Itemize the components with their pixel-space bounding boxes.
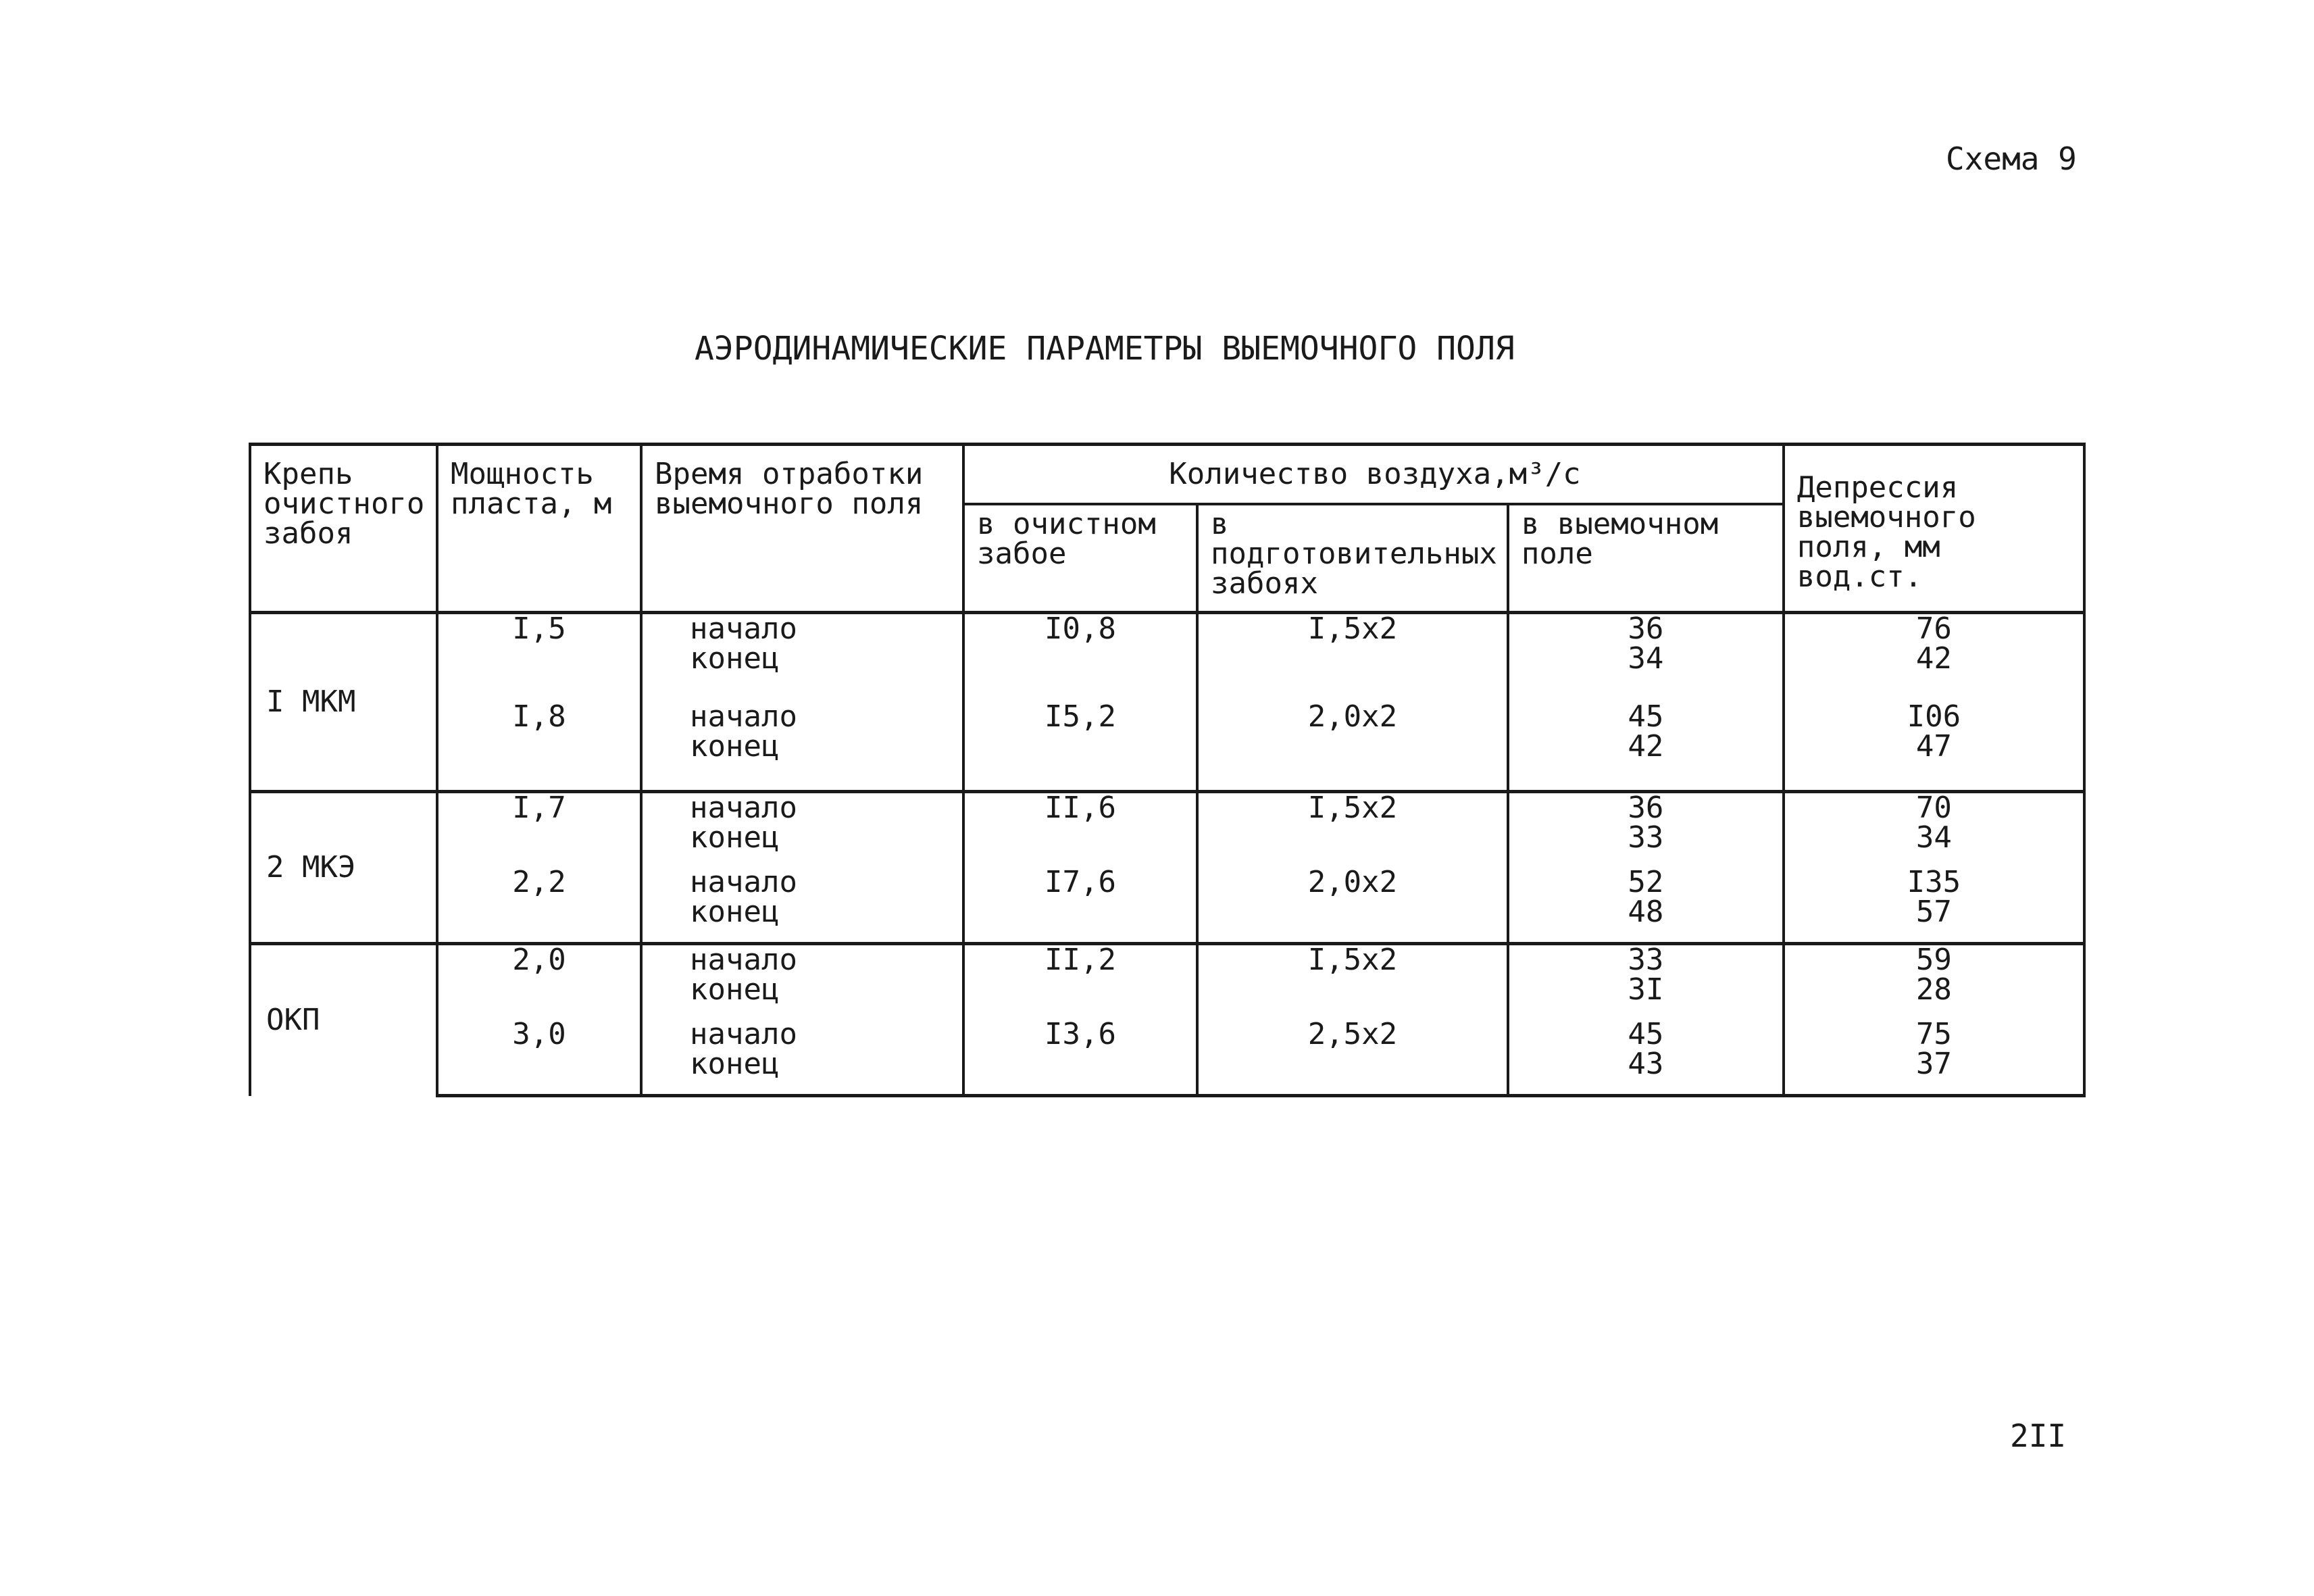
support-type: 2 МКЭ bbox=[250, 792, 437, 944]
header-thickness: Мощность пласта, м bbox=[437, 445, 641, 613]
time-cell: начало конец bbox=[641, 944, 963, 1020]
thickness-cell: 2,0 bbox=[437, 944, 641, 1020]
header-air-quantity: Количество воздуха,м³/с bbox=[963, 445, 1784, 505]
air-development-cell: I,5х2 bbox=[1197, 613, 1508, 703]
time-cell: начало конец bbox=[641, 613, 963, 703]
depression-cell: 75 37 bbox=[1784, 1020, 2084, 1096]
thickness-cell: I,5 bbox=[437, 613, 641, 703]
document-title: АЭРОДИНАМИЧЕСКИЕ ПАРАМЕТРЫ ВЫЕМОЧНОГО ПОЛЯ bbox=[695, 330, 1515, 368]
header-support: Крепь очистного забоя bbox=[250, 445, 437, 613]
support-type: ОКП bbox=[250, 944, 437, 1096]
depression-cell: I06 47 bbox=[1784, 702, 2084, 792]
air-face-cell: II,2 bbox=[963, 944, 1197, 1020]
depression-cell: 76 42 bbox=[1784, 613, 2084, 703]
page-number: 2II bbox=[2010, 1418, 2067, 1454]
air-face-cell: I0,8 bbox=[963, 613, 1197, 703]
air-field-cell: 45 43 bbox=[1508, 1020, 1784, 1096]
air-face-cell: I5,2 bbox=[963, 702, 1197, 792]
air-face-cell: I3,6 bbox=[963, 1020, 1197, 1096]
thickness-cell: 3,0 bbox=[437, 1020, 641, 1096]
thickness-cell: 2,2 bbox=[437, 868, 641, 944]
header-air-face: в очистном забое bbox=[963, 504, 1197, 613]
air-development-cell: 2,5х2 bbox=[1197, 1020, 1508, 1096]
air-development-cell: 2,0х2 bbox=[1197, 868, 1508, 944]
table-row bbox=[250, 1020, 2084, 1096]
air-field-cell: 52 48 bbox=[1508, 868, 1784, 944]
air-field-cell: 33 3I bbox=[1508, 944, 1784, 1020]
air-development-cell: I,5х2 bbox=[1197, 944, 1508, 1020]
air-development-cell: 2,0х2 bbox=[1197, 702, 1508, 792]
table-row bbox=[250, 944, 2084, 1020]
thickness-cell: I,7 bbox=[437, 792, 641, 868]
support-type: I МКМ bbox=[250, 613, 437, 792]
header-air-field: в выемочном поле bbox=[1508, 504, 1784, 613]
depression-cell: 59 28 bbox=[1784, 944, 2084, 1020]
air-face-cell: II,6 bbox=[963, 792, 1197, 868]
time-cell: начало конец bbox=[641, 868, 963, 944]
thickness-cell: I,8 bbox=[437, 702, 641, 792]
time-cell: начало конец bbox=[641, 1020, 963, 1096]
time-cell: начало конец bbox=[641, 702, 963, 792]
table-row bbox=[250, 868, 2084, 944]
parameters-table bbox=[249, 443, 2086, 1097]
table-row bbox=[250, 613, 2084, 703]
table-row bbox=[250, 792, 2084, 868]
air-field-cell: 36 33 bbox=[1508, 792, 1784, 868]
depression-cell: I35 57 bbox=[1784, 868, 2084, 944]
time-cell: начало конец bbox=[641, 792, 963, 868]
header-time: Время отработки выемочного поля bbox=[641, 445, 963, 613]
scheme-label: Схема 9 bbox=[1946, 141, 2077, 177]
depression-cell: 70 34 bbox=[1784, 792, 2084, 868]
air-face-cell: I7,6 bbox=[963, 868, 1197, 944]
air-field-cell: 36 34 bbox=[1508, 613, 1784, 703]
air-development-cell: I,5х2 bbox=[1197, 792, 1508, 868]
header-air-development: в подготовительных забоях bbox=[1197, 504, 1508, 613]
table-row bbox=[250, 702, 2084, 792]
air-field-cell: 45 42 bbox=[1508, 702, 1784, 792]
header-depression: Депрессия выемочного поля, мм вод.ст. bbox=[1784, 445, 2084, 613]
